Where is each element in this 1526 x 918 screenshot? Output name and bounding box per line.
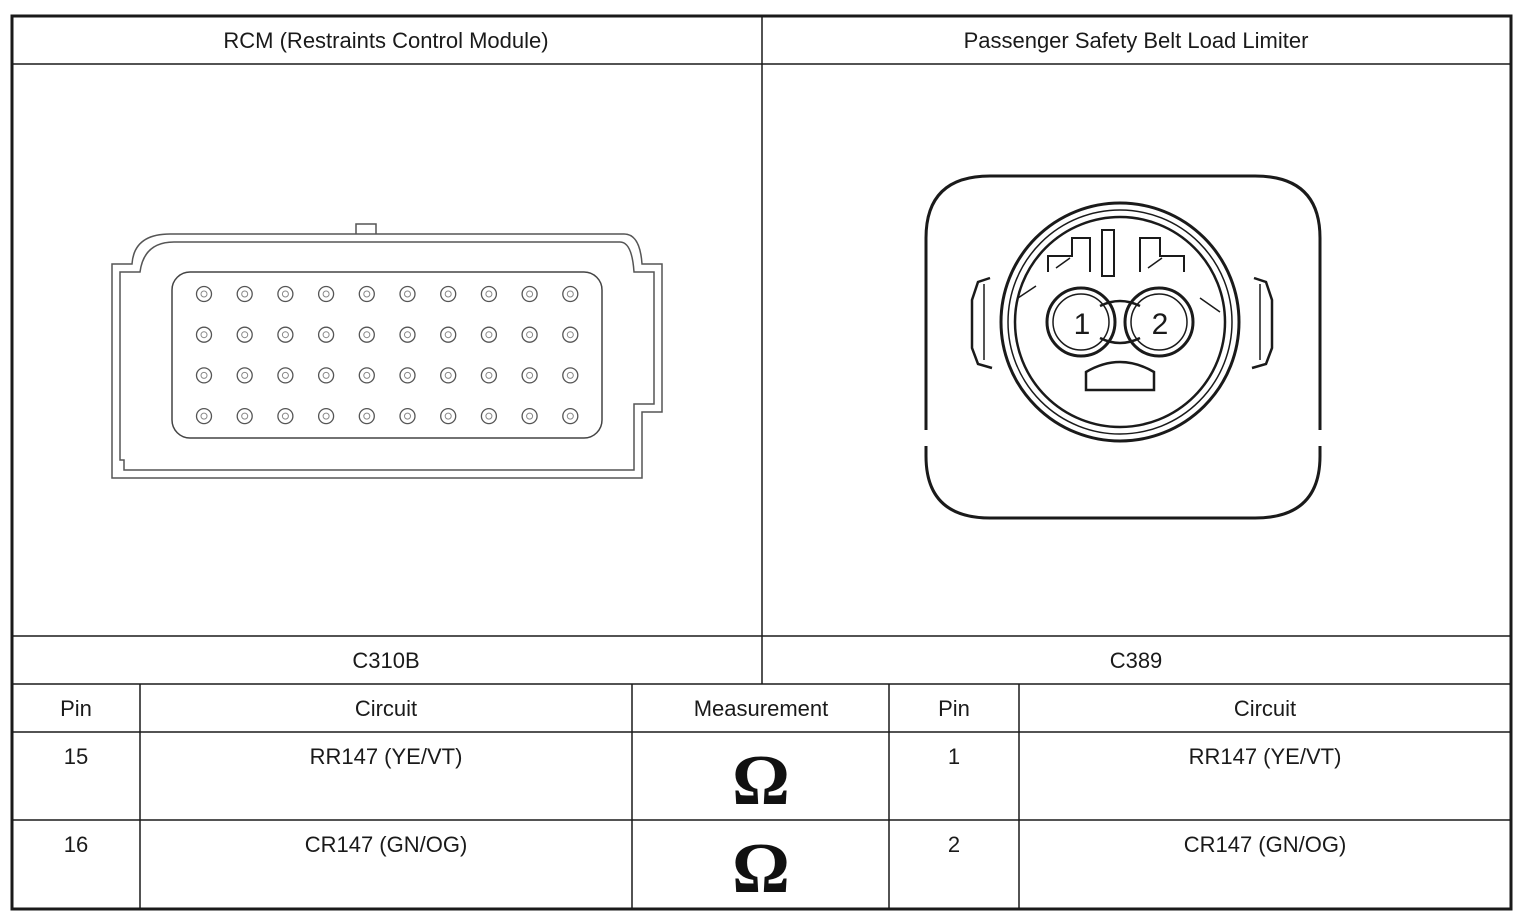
header-circuit-a: Circuit: [354, 696, 418, 721]
pin-cavity: [481, 409, 496, 424]
pin-cavity-center: [567, 413, 573, 419]
row1-circuit-b: RR147 (YE/VT): [1188, 744, 1342, 769]
pin-cavity: [278, 409, 293, 424]
table-row: [64, 828, 1347, 908]
pin-cavity-center: [527, 413, 533, 419]
pin-cavity-center: [364, 372, 370, 378]
pin-cavity-center: [282, 291, 288, 297]
pin-cavity-center: [405, 413, 411, 419]
pin-cavity: [522, 327, 537, 342]
pin-cavity: [563, 409, 578, 424]
pin-cavity-center: [364, 332, 370, 338]
pin-cavity-center: [201, 291, 207, 297]
header-measurement: Measurement: [693, 696, 829, 721]
pin-cavity-center: [527, 372, 533, 378]
pin-cavity: [441, 409, 456, 424]
pin-cavity: [441, 287, 456, 302]
pin-cavity: [563, 327, 578, 342]
pin-cavity-center: [201, 372, 207, 378]
pin-cavity: [522, 287, 537, 302]
row2-circuit-b: CR147 (GN/OG): [1183, 832, 1347, 857]
pin-cavity-center: [323, 291, 329, 297]
pin-cavity-center: [364, 413, 370, 419]
row1-pin-a: 15: [63, 744, 89, 769]
pin-cavity-center: [567, 291, 573, 297]
table-row: [64, 740, 1342, 820]
pin-cavity-center: [527, 332, 533, 338]
pin-cavity-center: [445, 413, 451, 419]
pin-cavity-center: [567, 332, 573, 338]
c310b-label: C310B: [352, 648, 420, 673]
pin-cavity: [319, 287, 334, 302]
pin-cavity-center: [242, 413, 248, 419]
pin-cavity: [481, 287, 496, 302]
pin-cavity-center: [242, 332, 248, 338]
pin-cavity: [319, 327, 334, 342]
pin-cavity-center: [527, 291, 533, 297]
pin-cavity: [563, 368, 578, 383]
pin-cavity-center: [486, 372, 492, 378]
pin-cavity: [563, 287, 578, 302]
pin-cavity-center: [486, 332, 492, 338]
pin-cavity: [319, 368, 334, 383]
c389-pin-1-label: 1: [1073, 308, 1091, 341]
pin-cavity: [359, 287, 374, 302]
pin-cavity-center: [282, 372, 288, 378]
pin-cavity: [197, 409, 212, 424]
row2-circuit-a: CR147 (GN/OG): [304, 832, 468, 857]
row1-pin-b: 1: [947, 744, 961, 769]
pin-cavity: [400, 409, 415, 424]
pin-cavity-center: [486, 291, 492, 297]
ohm-icon: Ω: [732, 828, 790, 908]
pin-cavity-center: [323, 372, 329, 378]
pin-cavity: [197, 368, 212, 383]
pin-cavity-center: [201, 332, 207, 338]
row1-circuit-a: RR147 (YE/VT): [309, 744, 463, 769]
pin-cavity-center: [282, 332, 288, 338]
pin-cavity: [319, 409, 334, 424]
c389-label: C389: [1109, 648, 1163, 673]
pin-cavity: [197, 327, 212, 342]
pin-cavity: [400, 368, 415, 383]
pin-cavity: [359, 409, 374, 424]
pin-cavity-center: [242, 372, 248, 378]
pin-cavity-center: [323, 413, 329, 419]
pin-cavity-center: [445, 291, 451, 297]
ohm-icon: Ω: [732, 740, 790, 820]
pin-cavity: [400, 327, 415, 342]
pin-cavity: [237, 287, 252, 302]
pin-cavity: [359, 368, 374, 383]
header-circuit-b: Circuit: [1233, 696, 1297, 721]
pin-cavity: [400, 287, 415, 302]
pin-cavity: [481, 368, 496, 383]
row2-pin-b: 2: [947, 832, 961, 857]
pin-cavity: [237, 368, 252, 383]
pin-cavity-center: [445, 332, 451, 338]
header-pin-b: Pin: [938, 696, 970, 721]
pin-cavity-center: [445, 372, 451, 378]
pin-cavity: [359, 327, 374, 342]
pin-cavity: [278, 287, 293, 302]
pin-cavity-center: [405, 332, 411, 338]
pin-cavity-center: [323, 332, 329, 338]
pin-cavity: [522, 409, 537, 424]
rcm-pin-grid: [197, 287, 578, 424]
row2-pin-a: 16: [63, 832, 89, 857]
pin-cavity: [441, 368, 456, 383]
pin-cavity-center: [567, 372, 573, 378]
pin-cavity-center: [364, 291, 370, 297]
c389-pin-2-label: 2: [1151, 308, 1169, 341]
pin-cavity: [441, 327, 456, 342]
load-limiter-title: Passenger Safety Belt Load Limiter: [963, 28, 1309, 53]
rcm-connector-face: [112, 224, 662, 478]
pin-cavity-center: [201, 413, 207, 419]
pin-cavity: [237, 409, 252, 424]
rcm-title: RCM (Restraints Control Module): [223, 28, 549, 53]
pin-cavity-center: [486, 413, 492, 419]
pin-cavity-center: [405, 372, 411, 378]
pin-cavity-center: [282, 413, 288, 419]
pin-cavity: [481, 327, 496, 342]
pin-cavity-center: [405, 291, 411, 297]
c389-connector-face: [926, 176, 1320, 518]
pin-cavity-center: [242, 291, 248, 297]
pin-cavity: [278, 368, 293, 383]
pin-cavity: [237, 327, 252, 342]
pin-cavity: [522, 368, 537, 383]
pin-cavity: [197, 287, 212, 302]
header-pin-a: Pin: [60, 696, 92, 721]
pin-cavity: [278, 327, 293, 342]
